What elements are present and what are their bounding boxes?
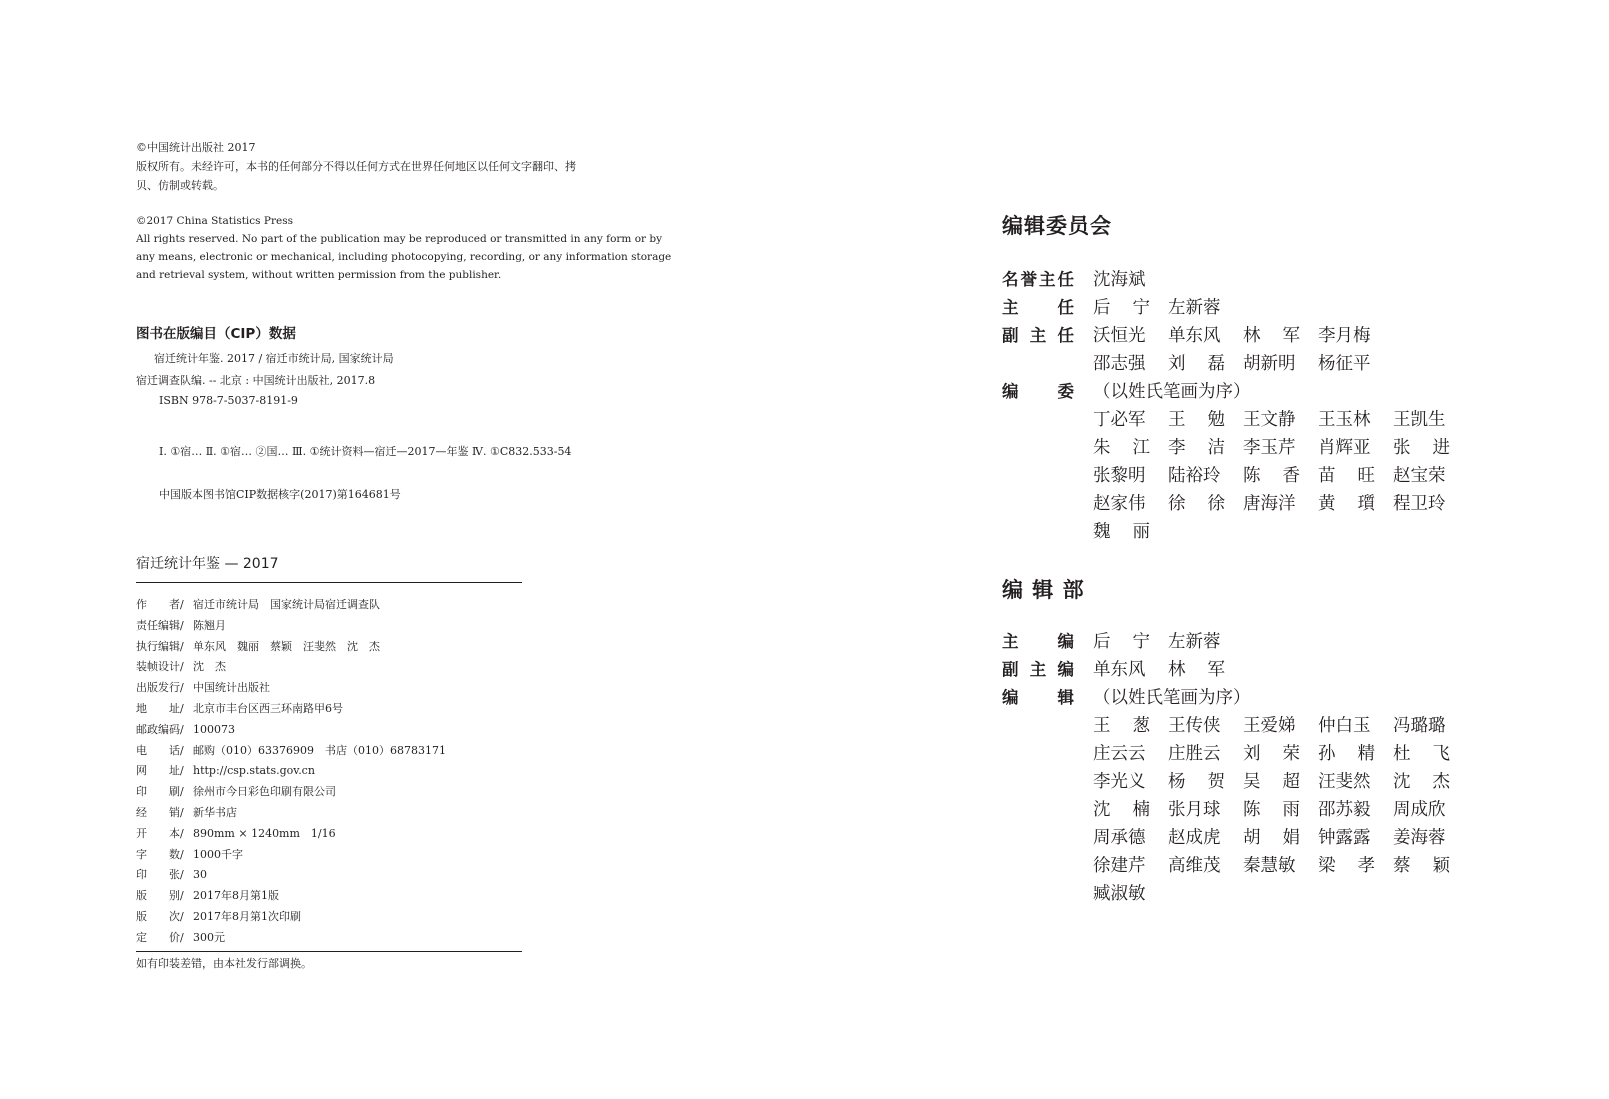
roster-name: 梁 孝: [1318, 856, 1375, 876]
roster-role-label: 名誉主任: [1002, 270, 1074, 289]
roster-row: [1002, 628, 1482, 656]
colophon-row-value: 陈翘月: [193, 618, 226, 632]
colophon-row-value: 邮购（010）63376909 书店（010）68783171: [193, 743, 446, 757]
roster-name: 左新蓉: [1168, 632, 1221, 652]
colophon-row-label: 印 刷/: [136, 785, 184, 799]
colophon-row-label: 地 址/: [136, 702, 184, 715]
editorial-title: 编 辑 部: [1002, 578, 1085, 602]
colophon-row-value: 徐州市今日彩色印刷有限公司: [193, 785, 336, 799]
roster-row: [1002, 266, 1482, 294]
colophon-row: [136, 616, 226, 637]
colophon-row: [136, 595, 380, 616]
cip-isbn: ISBN 978-7-5037-8191-9: [159, 394, 298, 407]
copyright-en-line-2: All rights reserved. No part of the publication may be reproduced or transmitted in any form or by: [136, 233, 663, 245]
roster-name: 唐海洋: [1243, 494, 1296, 514]
roster-name: 刘 荣: [1243, 744, 1300, 764]
roster-name: 杨征平: [1318, 354, 1371, 374]
roster-name: 黄 瓆: [1318, 494, 1375, 514]
roster-row: [1002, 406, 1482, 434]
roster-name: 王凯生: [1393, 410, 1446, 430]
roster-name: 王文静: [1243, 410, 1296, 430]
roster-name: 高维茂: [1168, 856, 1221, 876]
colophon-row-value: 2017年8月第1版: [193, 889, 279, 903]
roster-row: [1002, 684, 1482, 712]
colophon-row-value: 890mm × 1240mm 1/16: [193, 826, 336, 840]
roster-name: 庄胜云: [1168, 744, 1221, 764]
colophon-row: [136, 657, 226, 678]
roster-row: [1002, 462, 1482, 490]
roster-name: 张黎明: [1093, 466, 1146, 486]
colophon-row-value: 宿迁市统计局 国家统计局宿迁调查队: [193, 598, 380, 611]
colophon-row-value: 沈 杰: [193, 660, 226, 674]
colophon-row-value: 1000千字: [193, 847, 243, 861]
colophon-row-label: 执行编辑/: [136, 639, 184, 653]
roster-name: 吴 超: [1243, 772, 1300, 792]
colophon-row: [136, 678, 270, 699]
roster-role-label: 副主任: [1002, 326, 1074, 345]
colophon-row: [136, 824, 336, 845]
roster-row: [1002, 350, 1482, 378]
colophon-row-label: 经 销/: [136, 806, 184, 819]
roster-name: 王爱娣: [1243, 716, 1296, 736]
roster-name: 赵家伟: [1093, 494, 1146, 514]
roster-name: 张 进: [1393, 438, 1450, 458]
roster-name: 杨 贺: [1168, 772, 1225, 792]
roster-name: 程卫玲: [1393, 494, 1446, 514]
copyright-en-line-3: any means, electronic or mechanical, including photocopying, recording, or any information storage: [136, 251, 672, 263]
colophon-top-rule: [136, 582, 522, 583]
roster-name: 臧淑敏: [1093, 884, 1146, 904]
colophon-row-label: 电 话/: [136, 743, 184, 757]
roster-name: 李月梅: [1318, 326, 1371, 346]
roster-name: 沃恒光: [1093, 326, 1146, 346]
roster-order-note: （以姓氏笔画为序）: [1093, 688, 1251, 708]
roster-name: 冯璐璐: [1393, 716, 1446, 736]
roster-name: 沈海斌: [1093, 270, 1146, 290]
cip-line-1: 宿迁统计年鉴. 2017 / 宿迁市统计局, 国家统计局: [154, 352, 394, 365]
colophon-row-label: 出版发行/: [136, 681, 184, 695]
roster-name: 胡新明: [1243, 354, 1296, 374]
roster-name: 李玉芹: [1243, 438, 1296, 458]
colophon-row-value: 北京市丰台区西三环南路甲6号: [193, 702, 343, 715]
roster-name: 徐建芹: [1093, 856, 1146, 876]
roster-name: 肖辉亚: [1318, 438, 1371, 458]
colophon-row-label: 版 次/: [136, 910, 184, 923]
roster-row: [1002, 768, 1482, 796]
roster-name: 蔡 颖: [1393, 856, 1450, 876]
roster-row: [1002, 824, 1482, 852]
colophon-row: [136, 782, 336, 803]
roster-name: 孙 精: [1318, 744, 1375, 764]
colophon-row-value: http://csp.stats.gov.cn: [193, 764, 315, 778]
roster-name: 邵苏毅: [1318, 800, 1371, 820]
roster-row: [1002, 656, 1482, 684]
colophon-row-value: 2017年8月第1次印刷: [193, 910, 301, 923]
roster-row: [1002, 740, 1482, 768]
roster-row: [1002, 434, 1482, 462]
colophon-row-label: 定 价/: [136, 930, 184, 944]
colophon-row: [136, 637, 380, 658]
roster-name: 朱 江: [1093, 438, 1150, 458]
roster-name: 姜海蓉: [1393, 828, 1446, 848]
colophon-row-value: 新华书店: [193, 806, 237, 819]
colophon-row-value: 300元: [193, 930, 225, 944]
colophon-row: [136, 865, 207, 886]
colophon-row-label: 字 数/: [136, 847, 184, 861]
colophon-row-label: 装帧设计/: [136, 660, 184, 674]
copyright-cn-line-2: 版权所有。未经许可，本书的任何部分不得以任何方式在世界任何地区以任何文字翻印、拷: [136, 160, 576, 173]
roster-name: 沈 楠: [1093, 800, 1150, 820]
roster-role-label: 副主编: [1002, 660, 1074, 679]
copyright-en-line-1: ©2017 China Statistics Press: [136, 215, 293, 227]
roster-name: 王传侠: [1168, 716, 1221, 736]
book-title: 宿迁统计年鉴 — 2017: [136, 556, 279, 572]
colophon-row-label: 邮政编码/: [136, 722, 184, 736]
roster-name: 王 葱: [1093, 716, 1150, 736]
colophon-row-value: 中国统计出版社: [193, 681, 270, 695]
roster-row: [1002, 294, 1482, 322]
colophon-row: [136, 741, 446, 762]
roster-name: 林 军: [1168, 660, 1225, 680]
colophon-footer: 如有印装差错，由本社发行部调换。: [136, 957, 312, 970]
colophon-row: [136, 699, 343, 720]
roster-name: 陆裕玲: [1168, 466, 1221, 486]
cip-classification: Ⅰ. ①宿… Ⅱ. ①宿… ②国… Ⅲ. ①统计资料—宿迁—2017—年鉴 Ⅳ. ①C832.533-54: [159, 445, 572, 458]
colophon-row-label: 印 张/: [136, 868, 184, 882]
colophon-row: [136, 907, 301, 928]
roster-name: 庄云云: [1093, 744, 1146, 764]
roster-name: 单东风: [1168, 326, 1221, 346]
colophon-row-value: 单东风 魏丽 蔡颖 汪斐然 沈 杰: [193, 639, 380, 653]
copyright-cn-line-1: ©中国统计出版社 2017: [136, 141, 256, 154]
roster-name: 胡 娟: [1243, 828, 1300, 848]
colophon-row-label: 作 者/: [136, 598, 184, 611]
roster-name: 张月球: [1168, 800, 1221, 820]
roster-row: [1002, 712, 1482, 740]
roster-row: [1002, 490, 1482, 518]
roster-name: 陈 香: [1243, 466, 1300, 486]
roster-name: 李 洁: [1168, 438, 1225, 458]
colophon-row-label: 责任编辑/: [136, 618, 184, 632]
copyright-cn-line-3: 贝、仿制或转载。: [136, 179, 224, 192]
colophon-row: [136, 761, 315, 782]
colophon-row: [136, 720, 235, 741]
roster-name: 丁必军: [1093, 410, 1146, 430]
roster-name: 周成欣: [1393, 800, 1446, 820]
roster-name: 秦慧敏: [1243, 856, 1296, 876]
roster-name: 林 军: [1243, 326, 1300, 346]
roster-name: 沈 杰: [1393, 772, 1450, 792]
colophon-row-value: 30: [193, 868, 207, 882]
roster-name: 赵宝荣: [1393, 466, 1446, 486]
roster-row: [1002, 518, 1482, 546]
roster-name: 魏 丽: [1093, 522, 1150, 542]
roster-name: 单东风: [1093, 660, 1146, 680]
roster-name: 汪斐然: [1318, 772, 1371, 792]
roster-name: 赵成虎: [1168, 828, 1221, 848]
roster-row: [1002, 322, 1482, 350]
roster-role-label: 主任: [1002, 298, 1074, 317]
roster-name: 后 宁: [1093, 632, 1150, 652]
roster-name: 仲白玉: [1318, 716, 1371, 736]
roster-role-label: 编委: [1002, 382, 1074, 401]
roster-role-label: 主编: [1002, 632, 1074, 651]
roster-name: 李光义: [1093, 772, 1146, 792]
colophon-row-value: 100073: [193, 722, 235, 736]
colophon-row: [136, 803, 237, 824]
colophon-row-label: 开 本/: [136, 826, 184, 840]
roster-name: 苗 旺: [1318, 466, 1375, 486]
roster-name: 杜 飞: [1393, 744, 1450, 764]
roster-name: 后 宁: [1093, 298, 1150, 318]
copyright-en-line-4: and retrieval system, without written permission from the publisher.: [136, 269, 502, 281]
roster-role-label: 编辑: [1002, 688, 1074, 707]
roster-name: 邵志强: [1093, 354, 1146, 374]
roster-name: 周承德: [1093, 828, 1146, 848]
roster-name: 徐 徐: [1168, 494, 1225, 514]
roster-row: [1002, 378, 1482, 406]
colophon-row: [136, 845, 243, 866]
cip-record-number: 中国版本图书馆CIP数据核字(2017)第164681号: [159, 488, 401, 501]
roster-row: [1002, 796, 1482, 824]
roster-name: 刘 磊: [1168, 354, 1225, 374]
roster-name: 王 勉: [1168, 410, 1225, 430]
roster-row: [1002, 880, 1482, 908]
colophon-row-label: 网 址/: [136, 764, 184, 778]
colophon-row: [136, 886, 279, 907]
roster-name: 王玉林: [1318, 410, 1371, 430]
cip-title: 图书在版编目（CIP）数据: [136, 326, 296, 342]
roster-order-note: （以姓氏笔画为序）: [1093, 382, 1251, 402]
roster-row: [1002, 852, 1482, 880]
colophon-row-label: 版 别/: [136, 889, 184, 903]
colophon-row: [136, 928, 225, 949]
roster-name: 钟露露: [1318, 828, 1371, 848]
colophon-bottom-rule: [136, 951, 522, 952]
roster-name: 陈 雨: [1243, 800, 1300, 820]
committee-title: 编辑委员会: [1002, 214, 1112, 238]
roster-name: 左新蓉: [1168, 298, 1221, 318]
cip-line-2: 宿迁调查队编. -- 北京 : 中国统计出版社, 2017.8: [136, 374, 376, 387]
